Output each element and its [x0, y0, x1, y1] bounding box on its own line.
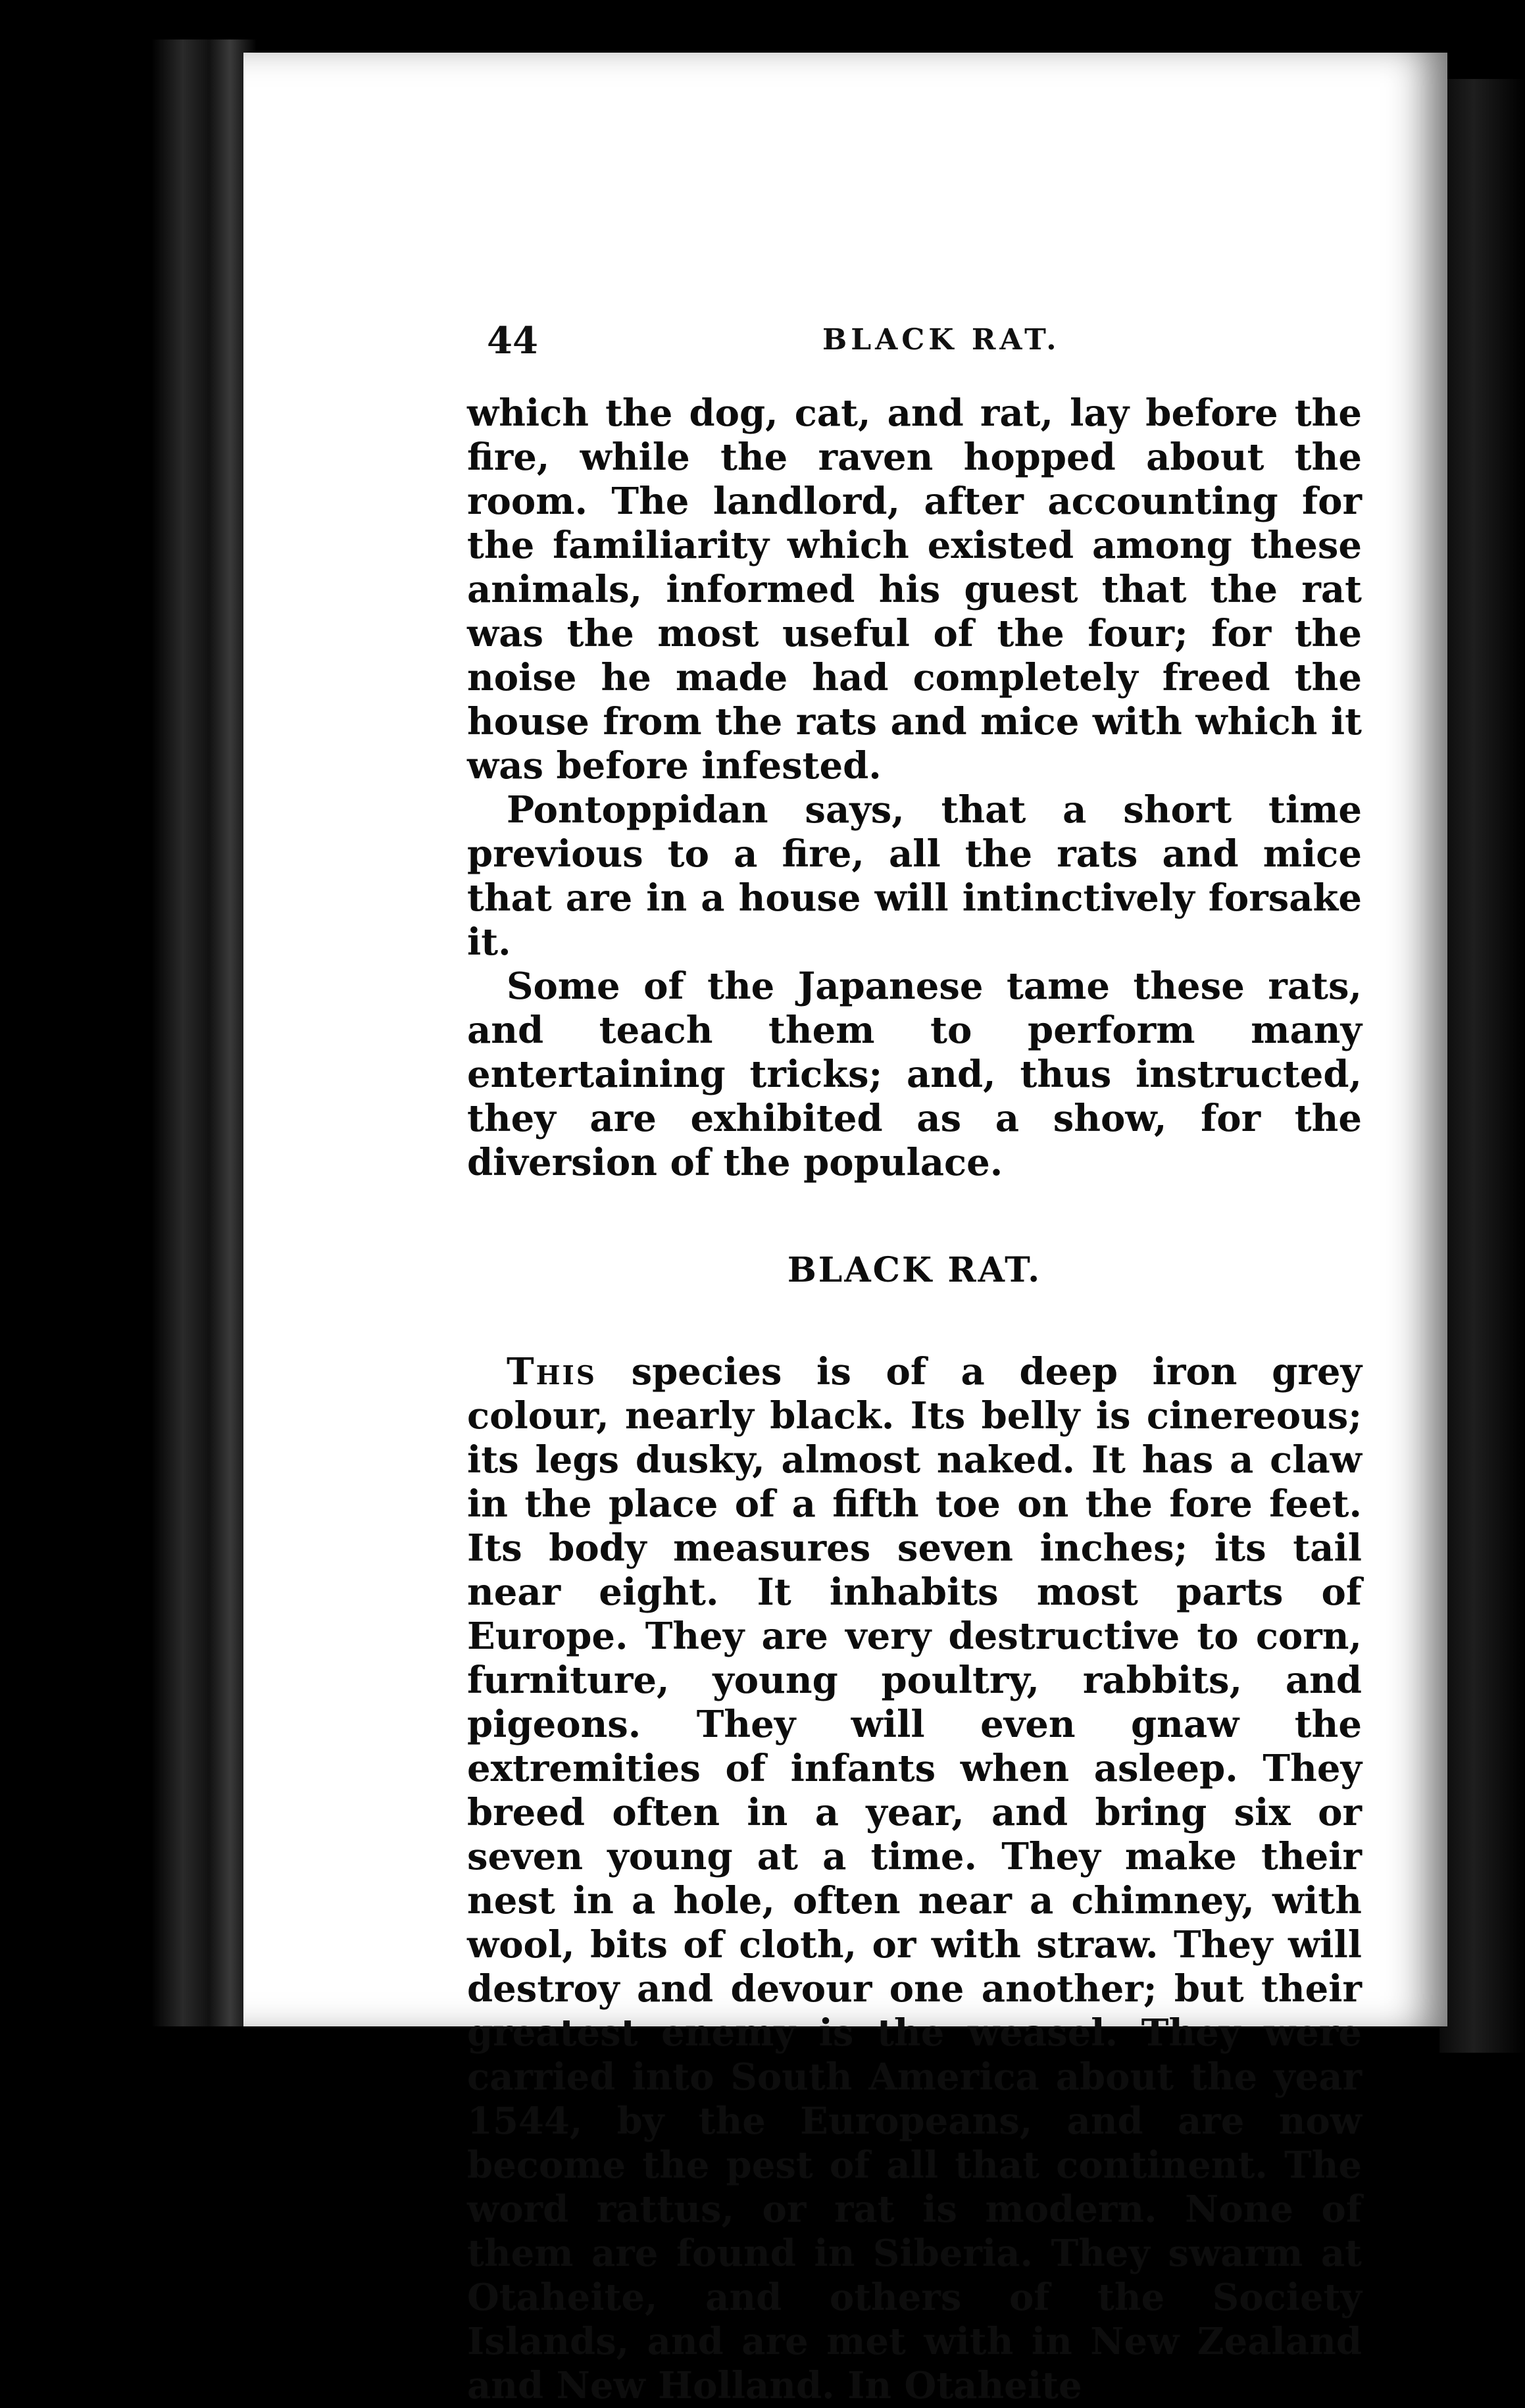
book-spine: [151, 39, 257, 2026]
opening-word: This: [507, 1350, 597, 1393]
paragraph-pontoppidan: Pontoppidan says, that a short time previous to a fire, all the rats and mice that are in a house will intinctively forsake it.: [467, 788, 1362, 964]
book-page: [243, 53, 1447, 2407]
page-number: 44: [487, 319, 538, 363]
running-head: [243, 319, 1447, 378]
body-text: [467, 391, 1362, 2408]
running-head-title: BLACK RAT.: [822, 323, 1061, 357]
section-heading: [467, 1248, 1362, 1292]
section-paragraph-text: species is of a deep iron grey colour, nearly black. Its belly is cinereous; its legs dusky, almost naked. It has a claw in the place of a fifth toe on the fore feet. Its body measures seven inches; its tail near eight. It inhabits most parts of Europe. They are very destructive to corn, furniture, young poultry, rabbits, and pigeons. They will even gnaw the extremities of infants when asleep. They breed often in a year, and bring six or seven young at a time. They make their nest in a hole, often near a chimney, with wool, bits of cloth, or with straw. They will destroy and devour one another; but their greatest enemy is the weasel. They were carried into South America about the year 1544, by the Europeans, and are now become the pest of all that continent. The word rattus, or rat is modern. None of them are found in Siberia. They swarm at Otaheite, and others of the Society Islands, and are met with in New Zealand and New Holland. In Otaheite: [467, 1350, 1362, 2407]
paragraph-japanese: Some of the Japanese tame these rats, and teach them to perform many entertaining tricks; and, thus instructed, they are exhibited as a show, for the diversion of the populace.: [467, 965, 1362, 1184]
section-heading-text: BLACK RAT.: [787, 1250, 1042, 1290]
page-edge: [1439, 79, 1525, 2053]
continued-paragraph: which the dog, cat, and rat, lay before the fire, while the raven hopped about the room. The landlord, after accounting for the familiarity which existed among these animals, informed his guest that the rat was the most useful of the four; for the noise he made had completely freed the house from the rats and mice with which it was before infested.: [467, 391, 1362, 788]
section-paragraph: [467, 1350, 1362, 2408]
